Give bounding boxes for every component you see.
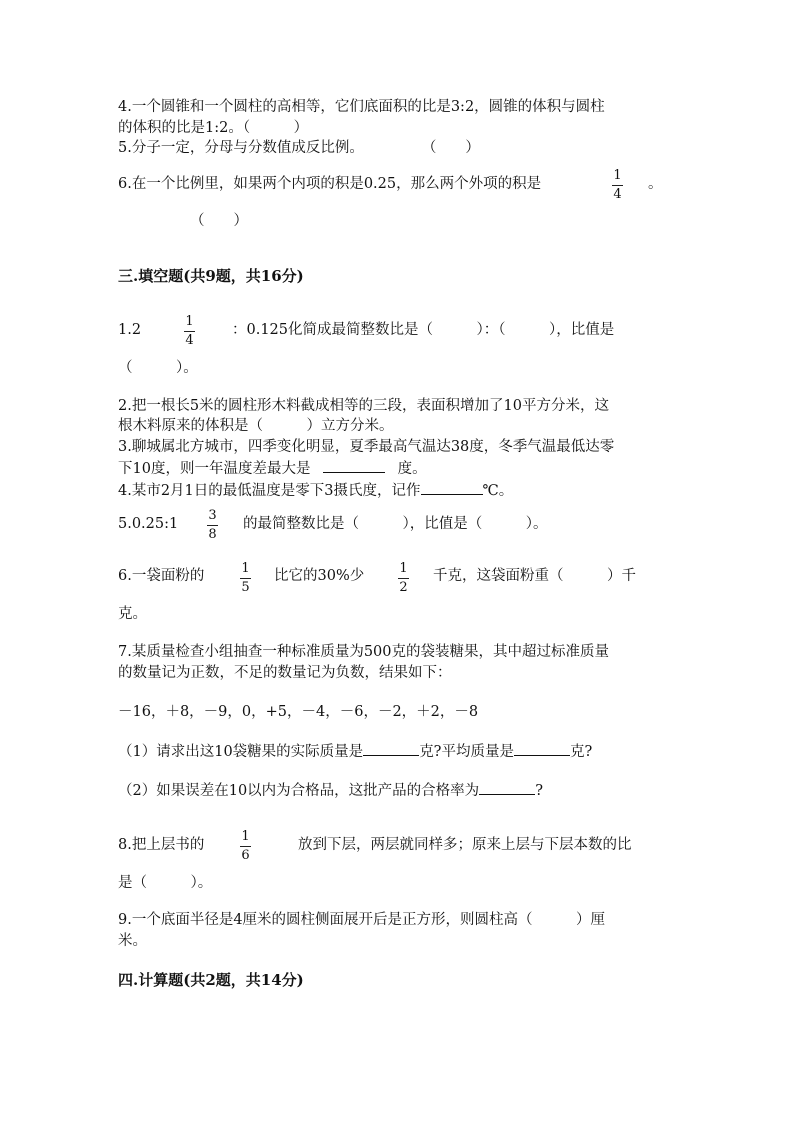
fraction-denominator: 5 xyxy=(241,580,250,595)
fraction-numerator: 1 xyxy=(241,561,250,576)
fill-q1-text: ：0.125化简成最简整数比是（ ）：（ ），比值是 xyxy=(232,322,615,338)
judge-q4-line1: 4.一个圆锥和一个圆柱的高相等，它们底面积的比是3:2，圆锥的体积与圆柱 xyxy=(118,99,605,115)
fraction-bar xyxy=(612,185,623,186)
fraction-numerator: 1 xyxy=(613,168,622,183)
answer-blank[interactable] xyxy=(363,741,419,756)
answer-blank[interactable] xyxy=(421,480,483,495)
fill-q7-line1: 7.某质量检查小组抽查一种标准质量为500克的袋装糖果，其中超过标准质量 xyxy=(118,644,610,660)
fill-q7-sub2-end: ? xyxy=(535,783,543,799)
fraction-numerator: 1 xyxy=(241,829,250,844)
fill-q7-sub1 xyxy=(118,741,592,762)
answer-blank[interactable] xyxy=(479,780,535,795)
fraction-denominator: 2 xyxy=(399,580,408,595)
fill-q8-text2: 放到下层，两层就同样多；原来上层与下层本数的比 xyxy=(298,837,632,853)
fill-q1-fraction xyxy=(184,314,195,349)
fraction-denominator: 6 xyxy=(241,848,250,863)
answer-blank[interactable] xyxy=(514,741,570,756)
fill-q5-number: 5.0.25:1 xyxy=(118,516,179,532)
fill-q7-sub1-text: （1）请求出这10袋糖果的实际质量是 xyxy=(118,744,364,760)
fill-q4-unit: ℃。 xyxy=(482,483,514,499)
fill-q5-fraction xyxy=(207,508,218,543)
fraction-numerator: 3 xyxy=(208,508,217,523)
judge-q5: 5.分子一定，分母与分数值成反比例。 （ ） xyxy=(118,140,480,156)
fill-q3-line2 xyxy=(118,458,427,479)
fill-q7-data: －16，＋8，－9，0，+5，－4，－6，－2，＋2，－8 xyxy=(118,704,479,720)
fill-q6-text1: 6.一袋面粉的 xyxy=(118,568,205,584)
fill-q5-text: 的最简整数比是（ ），比值是（ ）。 xyxy=(243,516,548,532)
fill-q3-line1: 3.聊城属北方城市，四季变化明显，夏季最高气温达38度，冬季气温最低达零 xyxy=(118,439,615,455)
fill-q2-line2: 根木料原来的体积是（ ）立方分米。 xyxy=(118,418,394,434)
fraction-bar xyxy=(398,578,409,579)
fill-q4-text: 4.某市2月1日的最低温度是零下3摄氏度，记作 xyxy=(118,483,421,499)
fill-q9-line1: 9.一个底面半径是4厘米的圆柱侧面展开后是正方形，则圆柱高（ ）厘 xyxy=(118,912,606,928)
fraction-denominator: 4 xyxy=(613,187,622,202)
fill-q2-line1: 2.把一根长5米的圆柱形木料截成相等的三段，表面积增加了10平方分米，这 xyxy=(118,398,610,414)
fill-q9-line2: 米。 xyxy=(118,933,147,949)
fill-q7-sub1-text2: 克?平均质量是 xyxy=(419,744,514,760)
fraction-bar xyxy=(207,525,218,526)
fill-q6-text4: 克。 xyxy=(118,606,147,622)
fraction-numerator: 1 xyxy=(399,561,408,576)
fill-q4 xyxy=(118,480,513,501)
fraction-denominator: 4 xyxy=(185,333,194,348)
fraction-bar xyxy=(240,846,251,847)
judge-q4-line2: 的体积的比是1:2。（ ） xyxy=(118,120,309,136)
judge-q6-fraction xyxy=(612,168,623,203)
answer-blank[interactable] xyxy=(323,458,385,473)
section3-title: 三.填空题(共9题，共16分) xyxy=(118,267,304,285)
judge-q6-end: 。 xyxy=(648,176,663,192)
fill-q7-sub2 xyxy=(118,780,543,801)
fill-q7-line2: 的数量记为正数，不足的数量记为负数，结果如下： xyxy=(118,665,452,681)
fill-q8-text1: 8.把上层书的 xyxy=(118,837,205,853)
fill-q6-text3: 千克，这袋面粉重（ ）千 xyxy=(433,568,636,584)
fill-q6-fraction2 xyxy=(398,561,409,596)
fill-q8-text3: 是（ ）。 xyxy=(118,875,213,891)
fill-q1-answer: （ ）。 xyxy=(118,360,198,376)
fraction-denominator: 8 xyxy=(208,527,217,542)
judge-q6-text: 6.在一个比例里，如果两个内项的积是0.25，那么两个外项的积是 xyxy=(118,176,542,192)
fraction-bar xyxy=(184,331,195,332)
fill-q8-fraction xyxy=(240,829,251,864)
fill-q7-sub1-text3: 克? xyxy=(569,744,593,760)
fill-q1-number: 1.2 xyxy=(118,322,142,338)
fill-q7-sub2-text: （2）如果误差在10以内为合格品，这批产品的合格率为 xyxy=(118,783,480,799)
judge-q6-paren: （ ） xyxy=(190,213,248,229)
fraction-bar xyxy=(240,578,251,579)
fill-q3-unit: 度。 xyxy=(397,461,427,477)
fill-q6-fraction1 xyxy=(240,561,251,596)
section4-title: 四.计算题(共2题，共14分) xyxy=(118,971,304,989)
fraction-numerator: 1 xyxy=(185,314,194,329)
fill-q3-text: 下10度，则一年温度差最大是 xyxy=(118,461,311,477)
fill-q6-text2: 比它的30%少 xyxy=(274,568,365,584)
